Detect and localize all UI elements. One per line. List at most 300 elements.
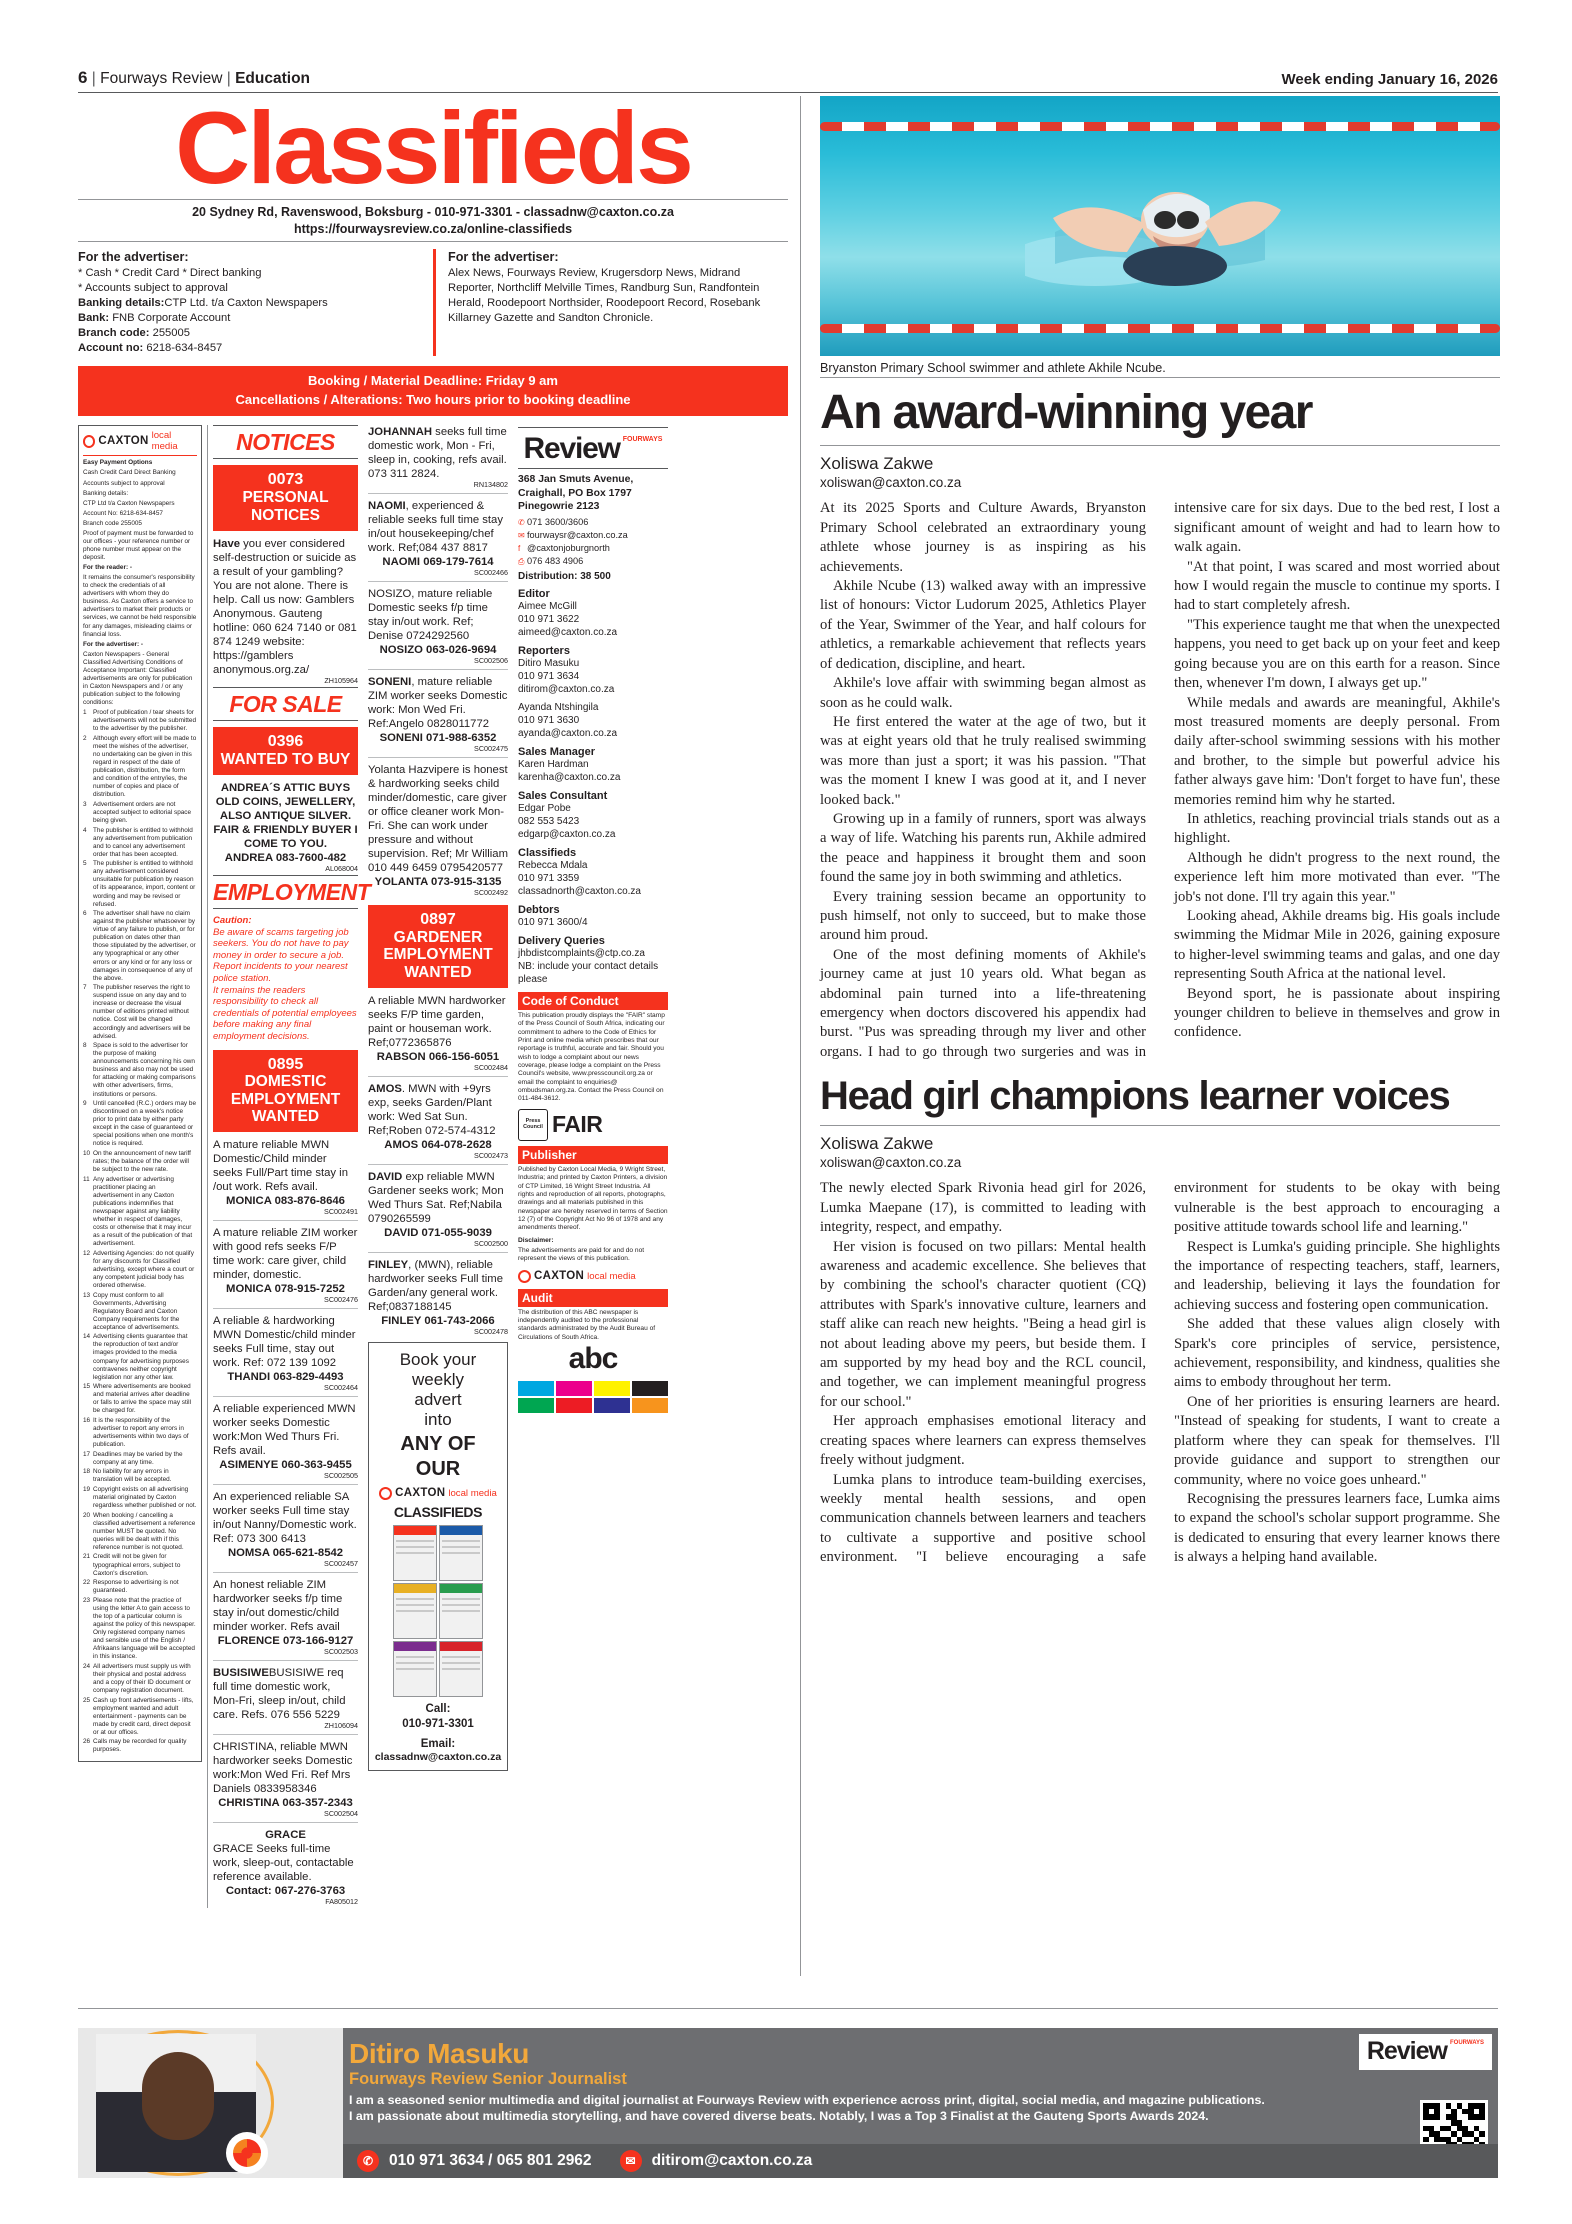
classified-ad [213, 1402, 358, 1480]
condition-text: Copy must conform to all Governments, Advertising Regulatory Board and Caxton Company requirements for the acceptance of advertisements. [93, 1291, 180, 1331]
ad-reference: SC002506 [474, 656, 508, 666]
second-story-body [820, 1179, 1500, 1567]
review-email[interactable]: fourwaysr@caxton.co.za [527, 530, 628, 541]
classified-ad [213, 781, 358, 873]
story-paragraph: At its 2025 Sports and Culture Awards, Bryanston Primary School celebrated an extraordinary young athlete whose journey is as inspiring as his achievements. [820, 500, 1146, 575]
review-badge-word: Review [1366, 2037, 1447, 2065]
ad-body: A mature reliable ZIM worker with good refs seeks F/P time work: care giver, child minder, domestic. [213, 1227, 358, 1282]
audit-body: The distribution of this ABC newspaper is independently audited to the professional standards administrated by the Audit Bureau of Circulations of South Africa. [518, 1308, 656, 1341]
condition-item: 22 Response to advertising is not guaranteed. [83, 1579, 197, 1595]
ad-body: A mature reliable MWN Domestic/Child minder seeks Full/Part time stay in /out work. Refs avail. [213, 1139, 348, 1194]
advertiser-payment-heading: For the advertiser: [78, 249, 189, 264]
column-divider [800, 96, 801, 1976]
account-label: Account no: [78, 341, 144, 354]
condition-item: 10 On the announcement of new tariff rates; the balance of the order will be subject to the new rate. [83, 1150, 197, 1174]
ad-reference: FA805012 [325, 1896, 358, 1906]
bank-value: FNB Corporate Account [112, 312, 231, 325]
payment-line-0: Cash Credit Card Direct Banking [83, 469, 176, 477]
newspaper-thumbnail [439, 1583, 483, 1639]
banking-details-label: Banking details: [78, 297, 165, 310]
ad-reference: SC002503 [324, 1647, 358, 1657]
deadline-line-1: Booking / Material Deadline: Friday 9 am [308, 372, 558, 388]
newspaper-thumbnail [439, 1525, 483, 1581]
masthead [78, 68, 1498, 93]
masthead-separator-2: | [226, 70, 231, 87]
condition-text: All advertisers must supply us with their physical and postal address and a copy of their ID document or company registration document. [93, 1662, 192, 1694]
delivery-email[interactable]: jhbdistcomplaints@ctp.co.za [518, 947, 645, 959]
condition-text: Advertisement orders are not accepted subject to editorial space being given. [93, 800, 192, 824]
caxton-logo-rule [83, 455, 197, 456]
story-paragraph: While medals and awards are meaningful, Akhile's most treasured moments are deeply personal. From daily after-school swimming sessions with his mother and brother, to the simple but powerful advice his father always gave him: 'Don't forget to have fun', these memories remind him why he started. [1174, 694, 1500, 808]
ad-contact: Contact: 067-276-3763 [225, 1884, 346, 1897]
second-story-headline: Head girl champions learner voices [820, 1074, 1450, 1119]
branch-label: Branch code: [78, 326, 150, 339]
ad-body: An experienced reliable SA worker seeks Full time stay in/out Nanny/Domestic work. Ref: 073 300 6413 [213, 1491, 357, 1546]
journalist-name: Ditiro Masuku [349, 2038, 529, 2069]
classifieds-title: Classifieds [175, 91, 691, 205]
condition-text: The publisher reserves the right to suspend issue on any day and to increase or decrease the visual number of editions printed without notice. Cost will be changed accordingly and advertisers will be advised. [93, 984, 191, 1040]
editor-email[interactable]: aimeed@caxton.co.za [518, 626, 618, 638]
condition-text: Proof of publication / tear sheets for advertisements will not be submitted to the advertiser by the publisher. [93, 709, 197, 733]
ad-body: OLD COINS, JEWELLERY, ALSO ANTIQUE SILVER. FAIR & FRIENDLY BUYER I COME TO YOU. [213, 796, 358, 851]
journalist-contact-bar [343, 2144, 1498, 2178]
employment-caution-notice [213, 915, 358, 1042]
advertiser-terms-heading: For the advertiser: - [83, 640, 144, 648]
promo-line-3: advert [414, 1389, 462, 1409]
ad-contact: FINLEY 061-743-2066 [381, 1314, 495, 1327]
facebook-icon: f [518, 544, 521, 554]
classified-ad [368, 425, 508, 489]
classified-ad [213, 1828, 358, 1906]
ad-reference: SC002484 [474, 1063, 508, 1072]
ad-body: An honest reliable ZIM hardworker seeks f/p time stay in/out domestic/child minder worker. Refs avail [213, 1579, 343, 1634]
ad-body: . MWN with +9yrs exp, seeks Garden/Plant work: Wed Sat Sun. Ref;Roben 072-574-4312 [368, 1082, 496, 1137]
lead-story-byline-email[interactable]: xoliswan@caxton.co.za [820, 475, 962, 491]
ad-reference: SC002457 [324, 1559, 358, 1569]
ad-contact: NAOMI 069-179-7614 [382, 556, 494, 569]
caution-heading: Caution: [213, 915, 252, 927]
caxton-logo-sub: local media [151, 430, 178, 453]
delivery-note: NB: include your contact details please [518, 960, 659, 985]
condition-item: 5 The publisher is entitled to withhold any advertisement considered unsuitable for publication by reason of its appearance, import, content or wording and may be revised or refused. [83, 860, 196, 908]
category-label: DOMESTIC EMPLOYMENT WANTED [230, 1073, 341, 1126]
ad-contact: MONICA 083-876-8646 [226, 1195, 345, 1208]
story-paragraph: Her vision is focused on two pillars: Mental health awareness and academic excellence. She believes that by combining the school's character quotient (CQ) attributes with Spark's innovative culture, learners and staff alike can reach new heights. "Being a head girl is not about leading above my peers, but beside them. I am supported by my head boy and the RCL council, and together, we can implement meaningful progress for our school." [820, 1238, 1146, 1410]
caxton-terms-text [83, 459, 197, 707]
ad-body: , mature reliable ZIM worker seeks Domestic work: Mon Wed Fri. Ref:Angelo 0828011772 [368, 676, 508, 731]
caxton-footer-logo [518, 1270, 668, 1285]
caution-body: Be aware of scams targeting job seekers. You do not have to pay money in order to secure a job. Report incidents to your nearest police station. [213, 926, 349, 985]
review-badge-sub: FOURWAYS [1449, 2040, 1484, 2046]
publisher-body: Published by Caxton Local Media, 9 Wright Street, Industria; and printed by Caxton Printers, a division of CTP Limited, 16 Wright Street Industria. All rights and reproduction of all reports, photographs, drawings and all materials published in this newspaper are hereby reserved in terms of Section 12 (7) of the Copyright Act No 96 of 1978 and any amendments thereof. [518, 1165, 668, 1232]
condition-text: It is the responsibility of the advertiser to report any errors in advertisements within two days of publication. [93, 1416, 189, 1449]
classified-ad [213, 1490, 358, 1568]
caxton-roundel-icon [226, 2132, 268, 2174]
ad-contact: FLORENCE 073-166-9127 [217, 1635, 354, 1648]
payment-line-1: Accounts subject to approval [83, 479, 165, 487]
condition-text: Calls may be recorded for quality purposes. [93, 1738, 187, 1754]
delivery-queries-heading: Delivery Queries [518, 934, 605, 947]
ad-reference: SC002464 [324, 1383, 358, 1393]
lead-story-byline: Xoliswa Zakwe [820, 454, 934, 474]
lead-story-body [820, 499, 1500, 1062]
story-paragraph: The newly elected Spark Rivonia head girl for 2026, Lumka Maepane (17), is committed to leading with integrity, respect, and empathy. [820, 1180, 1146, 1236]
condition-text: Advertising Agencies: do not qualify for any discounts for Classified advertising, except where a court or any competent judicial body has ordered otherwise. [93, 1249, 195, 1289]
journalist-phone[interactable]: 010 971 3634 / 065 801 2962 [389, 2152, 592, 2169]
classifieds-column-terms [78, 425, 208, 1907]
caxton-circle-icon [518, 1270, 531, 1283]
condition-item: 1 Proof of publication / tear sheets for advertisements will not be submitted to the advertiser by the publisher. [83, 709, 197, 733]
ad-body: GRACE Seeks full-time work, sleep-out, contactable reference available. [213, 1842, 354, 1883]
classifieds-contact-phone: 010 971 3359 [518, 872, 580, 884]
press-council-icon [518, 1109, 548, 1141]
condition-item: 2 Although every effort will be made to meet the wishes of the advertiser, no undertaking can be given in this regard in respect of the date of publication, distribution, the form and condition of the entry/ies, the number of copies and place of distribution. [83, 734, 197, 799]
ad-body: Yolanta Hazvipere is honest & hardworking seeks child minder/domestic, care giver or office cleaner work Mon-Fri. She can work under pressure and without supervision. Ref; Mr William 010 449 6459 0795420577 [368, 764, 508, 875]
condition-item: 19 Copyright exists on all advertising material originated by Caxton regardless whether published or not. [83, 1485, 197, 1510]
story-paragraph: He first entered the water at the age of two, but it was at eight years old that he truly realised swimming was more than just a sport; it was his passion. "That was the moment I knew I was good at it, and I never looked back." [820, 713, 1146, 808]
condition-text: Copyright exists on all advertising material originated by Caxton regardless whether published or not. [93, 1485, 197, 1510]
disclaimer-body: The advertisements are paid for and do not represent the views of this publication. [518, 1247, 645, 1263]
condition-item: 4 The publisher is entitled to withhold any advertisement from publication and to cancel any advertisement order that has been accepted. [83, 827, 197, 859]
reporter-email[interactable]: ayanda@caxton.co.za [518, 727, 618, 739]
condition-item: 25 Cash up front advertisements - lifts, employment wanted and adult entertainment - payments can be made by credit card, direct deposit or at our offices. [83, 1697, 197, 1737]
ad-lead-word: Have [213, 538, 241, 551]
classified-ad [213, 1138, 358, 1216]
classified-ad [213, 537, 358, 685]
classified-ad [368, 1170, 508, 1248]
publisher-block [518, 1146, 668, 1264]
ad-body: NOSIZO, mature reliable Domestic seeks f/p time stay in/out work. Ref; Denise 0724292560 [368, 588, 493, 643]
newspaper-thumbnail [393, 1641, 437, 1697]
editorial-section [820, 96, 1500, 1568]
story-paragraph: Respect is Lumka's guiding principle. She highlights the importance of respecting teachers, staff, learners, and leadership, believing it lays the foundation for achieving success and fostering open communication. [1174, 1238, 1500, 1313]
classified-ad [368, 763, 508, 897]
distribution-label: Distribution: [518, 570, 578, 582]
condition-text: The publisher is entitled to withhold any advertisement considered unsuitable for publication by reason of its appearance, import, content or wording and may be revised or refused. [93, 860, 196, 908]
bottom-divider [78, 2008, 1498, 2009]
review-logo-word: Review [523, 432, 620, 466]
section-heading-for-sale: FOR SALE [213, 687, 358, 721]
condition-item: 21 Credit will not be given for typographical errors, subject to Caxton's discretion. [83, 1553, 197, 1577]
payment-line-2: Banking details: [83, 489, 129, 497]
print-color-bars [518, 1381, 668, 1413]
promo-classifieds-word: CLASSIFIEDS [393, 1503, 483, 1520]
debtors-heading: Debtors [518, 903, 560, 916]
promo-line-6: OUR [415, 1458, 461, 1481]
ad-contact: NOSIZO 063-026-9694 [379, 644, 497, 657]
promo-caxton-logo [374, 1487, 502, 1502]
classified-ad [213, 1226, 358, 1304]
sales-manager-heading: Sales Manager [518, 745, 596, 758]
phone-icon: ✆ [357, 2150, 379, 2172]
condition-text: The publisher is entitled to withhold any advertisement from publication and to cancel any advertisement order that has been accepted. [93, 826, 193, 858]
classifieds-website[interactable]: https://fourwaysreview.co.za/online-classifieds [293, 221, 573, 236]
condition-item: 7 The publisher reserves the right to suspend issue on any day and to increase or decrease the visual number of editions printed without notice. Cost will be changed accordingly and advertisers will be advised. [83, 984, 197, 1040]
ad-reference: SC002476 [324, 1295, 358, 1305]
classified-ad [368, 499, 508, 577]
review-badge [1359, 2034, 1492, 2070]
masthead-left [78, 68, 310, 88]
advertiser-terms-text: Caxton Newspapers - General Classified Advertising Conditions of Acceptance Important: Classified advertisements are only for publication in Caxton Newspapers and / or any publication subject to the following conditions: [83, 650, 193, 707]
classified-ad [368, 587, 508, 665]
code-of-conduct-title: Code of Conduct [518, 992, 668, 1010]
account-value: 6218-634-8457 [146, 341, 223, 354]
ad-contact: SONENI 071-988-6352 [379, 732, 497, 745]
classifieds-column-masthead-info [513, 425, 673, 1907]
debtors-phone: 010 971 3600/4 [518, 916, 588, 928]
payment-accounts-line: * Accounts subject to approval [78, 282, 228, 295]
condition-item: 24 All advertisers must supply us with their physical and postal address and a copy of their ID document or company registration document. [83, 1663, 197, 1695]
caxton-footer-name: CAXTON [534, 1270, 585, 1283]
ad-body: A reliable & hardworking MWN Domestic/child minder seeks Full time, stay out work. Ref: 072 139 1092 [213, 1315, 356, 1370]
ad-body: seeks full time domestic work, Mon - Fri, sleep in, cooking, refs avail. 073 311 2824. [368, 426, 507, 481]
page-number: 6 [78, 68, 88, 87]
reporter-name: Ditiro Masuku [518, 657, 580, 669]
payment-line-5: Branch code 255005 [83, 519, 142, 527]
ad-contact: ANDREA 083-7600-482 [224, 852, 347, 865]
condition-item: 12 Advertising Agencies: do not qualify for any discounts for Classified advertising, except where a court or any competent judicial body has ordered otherwise. [83, 1250, 197, 1290]
reader-heading: For the reader: - [83, 564, 133, 572]
audit-title: Audit [518, 1289, 668, 1307]
classifieds-columns [78, 425, 788, 1907]
condition-item: 11 Any advertiser or advertising practitioner placing an advertisement in any Caxton publications indemnifies that newspaper against any liability whether in respect of damages, costs or otherwise that it may incur as a result of the publication of that advertisement. [83, 1176, 197, 1249]
branch-line [78, 326, 425, 341]
classified-ad [368, 675, 508, 753]
second-story-byline-block [820, 1126, 1500, 1170]
story-paragraph: "This experience taught me that when the unexpected happens, you need to get back up on your feet and keep going because you are on this earth for a reason. Since then, whenever I'm down, I always get up." [1174, 616, 1500, 692]
weekly-advert-promo[interactable] [368, 1342, 508, 1772]
code-of-conduct-body: This publication proudly displays the "FAIR" stamp of the Press Council of South Africa, indicating our commitment to adhere to the Code of Ethics for Print and online media which prescribes that our reportage is truthful, accurate and fair. Should you wish to lodge a complaint about our news coverage, please lodge a complaint on the Press Council's website, www.presscouncil.org.za or email the complaint to enquiries@ ombudsman.org.za. Contact the Press Council on 011-484-3612. [518, 1011, 665, 1103]
ad-reference: AL068004 [325, 864, 358, 874]
review-contact-list [518, 516, 668, 568]
promo-email-label: Email: [420, 1737, 456, 1750]
classifieds-address-block [78, 200, 788, 241]
fax-icon: ⎙ [518, 556, 525, 566]
story-paragraph: "At that point, I was scared and most worried about how I would regain the muscle to continue my sports. I had to start completely afresh. [1174, 558, 1500, 614]
audit-block [518, 1289, 668, 1376]
branch-value: 255005 [152, 326, 190, 339]
distribution-value: 38 500 [580, 570, 611, 582]
story-paragraph: Growing up in a family of runners, sport was always a way of life. Watching his parents run, Akhile admired the peace and happiness it brought them and soon found the same joy in both swimming and athletics. [820, 810, 1146, 886]
classified-ad [368, 1258, 508, 1336]
condition-item: 9 Until cancelled (R.C.) orders may be discontinued on a week's notice prior to print date by either party except in the case of guaranteed or special positions when one month's notice is required. [83, 1100, 196, 1148]
payment-line-4: Account No: 6218-634-8457 [83, 509, 163, 517]
deadline-line-2: Cancellations / Alterations: Two hours prior to booking deadline [235, 391, 631, 407]
category-number: 0396 [267, 732, 304, 750]
condition-text: No liability for any errors in translation will be accepted. [93, 1468, 172, 1484]
category-label: WANTED TO BUY [220, 750, 351, 768]
swimmer-illustration [1025, 162, 1295, 302]
classifieds-column-domestic [363, 425, 513, 1907]
ad-contact: ASIMENYE 060-363-9455 [219, 1459, 352, 1472]
classified-ad [213, 1578, 358, 1656]
condition-text: Deadlines may be varied by the company at any time. [93, 1450, 183, 1466]
classifieds-section [78, 91, 788, 1908]
classifieds-contact-heading: Classifieds [518, 846, 577, 859]
ad-reference: ZH106094 [324, 1721, 358, 1731]
story-paragraph: Recognising the pressures learners face, Lumka aims to expand the school's scholar support programme. She is dedicated to ensuring that every learner knows there is always a helping hand available. [1174, 1490, 1500, 1566]
ad-body: A reliable experienced MWN worker seeks Domestic work:Mon Wed Thurs Fri. Refs avail. [213, 1403, 356, 1458]
payment-line-6: Proof of payment must be forwarded to our offices - your reference number or phone number must appear on the deposit. [83, 529, 194, 562]
review-fax: 076 483 4906 [527, 555, 584, 566]
newspaper-thumbnails [374, 1525, 502, 1697]
photo-caption: Bryanston Primary School swimmer and athlete Akhile Ncube. [820, 356, 1500, 378]
publication-name: Fourways Review [100, 70, 223, 87]
sales-manager-name: Karen Hardman [518, 758, 589, 770]
caxton-logo-name: CAXTON [98, 435, 149, 448]
journalist-promo-banner[interactable] [78, 2028, 1498, 2178]
press-council-logo [518, 1109, 668, 1141]
condition-item: 18 No liability for any errors in translation will be accepted. [83, 1468, 197, 1484]
story-paragraph: Beyond sport, he is passionate about inspiring younger children to believe in themselves and grow in confidence. [1174, 985, 1500, 1041]
story-paragraph: Akhile Ncube (13) walked away with an impressive list of honours: Victor Ludorum 2025, Athletics Player of the Year, Swimmer of the Year, and half colours for athletics, a remarkable achievement that reflects years of dedication, discipline, and heart. [820, 578, 1146, 672]
caxton-circle-icon [379, 1487, 392, 1500]
ad-contact: YOLANTA 073-915-3135 [374, 876, 502, 889]
caxton-footer-sub: local media [587, 1270, 636, 1282]
category-gardener-employment [368, 905, 508, 988]
classifieds-contact-email[interactable]: classadnorth@caxton.co.za [518, 885, 641, 897]
review-social[interactable]: @caxtonjoburgnorth [527, 543, 610, 554]
ad-lead-word: NAOMI [368, 500, 406, 513]
envelope-icon: ✉ [620, 2150, 642, 2172]
ad-reference: SC002475 [474, 744, 508, 754]
condition-text: Response to advertising is not guaranteed. [93, 1579, 179, 1595]
condition-item: 20 When booking / cancelling a classified advertisement a reference number MUST be quoted. No queries will be dealt with if this reference number is not quoted. [83, 1511, 196, 1551]
envelope-icon: ✉ [518, 531, 525, 541]
story-paragraph: In athletics, reaching provincial trials stands out as a highlight. [1174, 810, 1500, 847]
journalist-email[interactable]: ditirom@caxton.co.za [651, 2152, 813, 2169]
masthead-separator-1: | [91, 70, 96, 87]
promo-line-5: ANY OF [400, 1432, 476, 1455]
reporter-name: Ayanda Ntshingila [518, 701, 599, 713]
condition-item: 23 Please note that the practice of using the letter A to gain access to the top of a particular column is against the policy of this newspaper. Only registered company names and sensible use of the English / Afrikaans language will be accepted in this instance. [83, 1596, 196, 1661]
press-badge-line1: Press [525, 1118, 541, 1125]
newspaper-thumbnail [393, 1525, 437, 1581]
ad-reference: SC002466 [474, 568, 508, 578]
category-label: PERSONAL NOTICES [242, 489, 329, 524]
payment-cash-line: * Cash * Credit Card * Direct banking [78, 267, 262, 280]
promo-line-2: weekly [412, 1369, 464, 1389]
condition-text: On the announcement of new tariff rates; the balance of the order will be subject to the new rate. [93, 1149, 191, 1174]
classifieds-column-notices [208, 425, 371, 1907]
caution-body-2: It remains the readers responsibility to check all credentials of potential employees before making any final employment decisions. [213, 984, 357, 1042]
review-phone-row [518, 516, 668, 529]
story-paragraph: Her approach emphasises emotional literacy and creating spaces where learners can express themselves freely without judgment. [820, 1413, 1146, 1469]
ad-body: you ever considered self-destruction or suicide as a result of your gambling? You are not alone. There is help. Call us now: Gamblers Anonymous. Gauteng hotline: 060 624 7140 or 081 874 1249 website: https://gamblers anonymous.org.za/ [213, 538, 357, 677]
lead-story-byline-block [820, 446, 1500, 490]
ad-contact: RABSON 066-156-6051 [376, 1051, 500, 1063]
condition-text: Where advertisements are booked and material arrives after deadline or falls to arrive the space may still be charged for. [93, 1383, 192, 1415]
review-logo-sub: FOURWAYS [622, 436, 663, 444]
story-paragraph: One of her priorities is ensuring learners are heard. "Instead of speaking for students, I want to create a platform where they can speak for themselves. I'll provide guidance and support to strengthen our community, where no voice goes unheard." [1174, 1393, 1500, 1488]
account-line [78, 341, 425, 356]
abc-logo: abc [568, 1342, 618, 1376]
condition-text: Until cancelled (R.C.) orders may be discontinued on a week's notice prior to print date by either party except in the case of guaranteed or special positions when one month's notice is required. [93, 1100, 196, 1148]
story-paragraph: One of the most defining moments of Akhile's journey came at just 10 years old. What began as abdominal pain turned into a life-threatening emergency when doctors discovered his appendix had burst. "Pus was spreading through my liver and other organs. I had to go through two surgeries and was in intensive care for six days. Due to the bed rest, I lost a significant amount of weight and had to learn how to walk again. [820, 500, 1500, 1060]
editor-heading: Editor [518, 587, 550, 600]
journalist-face [142, 2052, 214, 2140]
ad-body: , (MWN), reliable hardworker seeks Full time Garden/any general work. Ref;0837188145 [368, 1258, 503, 1313]
bank-label: Bank: [78, 312, 110, 325]
publisher-title: Publisher [518, 1146, 668, 1164]
story-paragraph: Akhile's love affair with swimming began almost as soon as he could walk. [820, 675, 1146, 711]
sales-consultant-name: Edgar Pobe [518, 802, 571, 814]
reporter-phone: 010 971 3630 [518, 714, 580, 726]
rule-below-address [78, 241, 788, 242]
classifieds-contact-name: Rebecca Mdala [518, 859, 588, 871]
review-distribution-row [518, 571, 668, 582]
lead-story-photo [820, 96, 1500, 356]
caxton-terms-box [78, 425, 202, 1762]
ad-lead-word: DAVID [368, 1170, 403, 1183]
reporter-phone: 010 971 3634 [518, 670, 580, 682]
classified-ad [213, 1666, 358, 1730]
condition-text: Please note that the practice of using the letter A to gain access to the top of a particular column is against the policy of this newspaper. Only registered company names and sensible use of the English / Afrikaans language will be accepted in this instance. [93, 1596, 196, 1661]
ad-lead-word: SONENI [368, 676, 412, 689]
ad-reference: SC002500 [474, 1238, 508, 1248]
sales-consultant-heading: Sales Consultant [518, 789, 608, 802]
ad-reference: SC002505 [324, 1471, 358, 1481]
category-wanted-to-buy [213, 727, 358, 775]
review-address: 368 Jan Smuts Avenue, Craighall, PO Box 1797 Pinegowrie 2123 [518, 474, 634, 513]
classified-ad [368, 1082, 508, 1160]
newspaper-thumbnail [439, 1641, 483, 1697]
condition-text: When booking / cancelling a classified advertisement a reference number MUST be quoted. No queries will be dealt with if this reference number is not quoted. [93, 1511, 196, 1551]
review-logo [518, 432, 668, 466]
phone-icon: ✆ [518, 518, 525, 528]
ad-lead-word: AMOS [368, 1082, 402, 1095]
bank-line [78, 311, 425, 326]
condition-item: 16 It is the responsibility of the advertiser to report any errors in advertisements within two days of publication. [83, 1417, 197, 1449]
ad-reference: SC002491 [324, 1207, 358, 1217]
section-heading-notices: NOTICES [213, 425, 358, 459]
reporters-heading: Reporters [518, 644, 570, 657]
ad-lead-word: GRACE [265, 1828, 306, 1841]
promo-line-4: into [424, 1409, 452, 1429]
condition-text: Any advertiser or advertising practitioner placing an advertisement in any Caxton publications indemnifies that newspaper against any liability whether in respect of damages, costs or otherwise that it may incur as a result of the publication of that advertisement. [93, 1175, 193, 1248]
second-story-byline-email[interactable]: xoliswan@caxton.co.za [820, 1155, 962, 1171]
editor-phone: 010 971 3622 [518, 613, 580, 625]
category-personal-notices [213, 465, 358, 531]
promo-email-value[interactable]: classadnw@caxton.co.za [374, 1751, 502, 1764]
ad-lead-word: ANDREA´S ATTIC BUYS [220, 782, 351, 795]
condition-item: 15 Where advertisements are booked and material arrives after deadline or falls to arrive the space may still be charged for. [83, 1383, 197, 1415]
payment-line-3: CTP Ltd t/a Caxton Newspapers [83, 499, 175, 507]
sales-consultant-phone: 082 553 5423 [518, 815, 580, 827]
condition-item: 3 Advertisement orders are not accepted subject to editorial space being given. [83, 801, 197, 825]
issue-date: Week ending January 16, 2026 [1281, 71, 1498, 88]
ad-reference: RN134802 [473, 480, 508, 490]
ad-contact: AMOS 064-078-2628 [384, 1138, 492, 1151]
ad-lead-word: JOHANNAH [368, 426, 433, 439]
condition-item: 14 Advertising clients guarantee that the reproduction of text and/or images provided to the media company for advertising purposes contravenes neither copyright legislation nor any other law. [83, 1333, 197, 1381]
sales-consultant-email[interactable]: edgarp@caxton.co.za [518, 828, 616, 840]
condition-text: The advertiser shall have no claim against the publisher whatsoever by virtue of any failure to publish, or for publication on dates other than those stipulated by the advertiser, or any typographical or any other errors or any kind or for any loss or damages in consequence of any of the above. [93, 910, 196, 982]
promo-call-number[interactable]: 010-971-3301 [402, 1717, 474, 1730]
sales-manager-email[interactable]: karenha@caxton.co.za [518, 771, 621, 783]
newspaper-thumbnail [393, 1583, 437, 1639]
advertiser-info [78, 249, 788, 356]
advertiser-titles-body: Alex News, Fourways Review, Krugersdorp News, Midrand Reporter, Northcliff Melville Times, Randburg Sun, Randfontein Herald, Roodepoort Northsider, Roodepoort Record, Rosebank Killarney Gazette and Sandton Chronicle. [448, 267, 761, 325]
advertiser-titles-heading: For the advertiser: [448, 249, 559, 264]
reporter-email[interactable]: ditirom@caxton.co.za [518, 683, 615, 695]
ad-lead-word: FINLEY [368, 1258, 409, 1271]
second-story-byline: Xoliswa Zakwe [820, 1134, 934, 1154]
fair-stamp-word: FAIR [552, 1111, 603, 1138]
caxton-circle-icon [83, 435, 95, 448]
category-number: 0073 [267, 471, 304, 489]
ad-reference: ZH105964 [324, 676, 358, 686]
